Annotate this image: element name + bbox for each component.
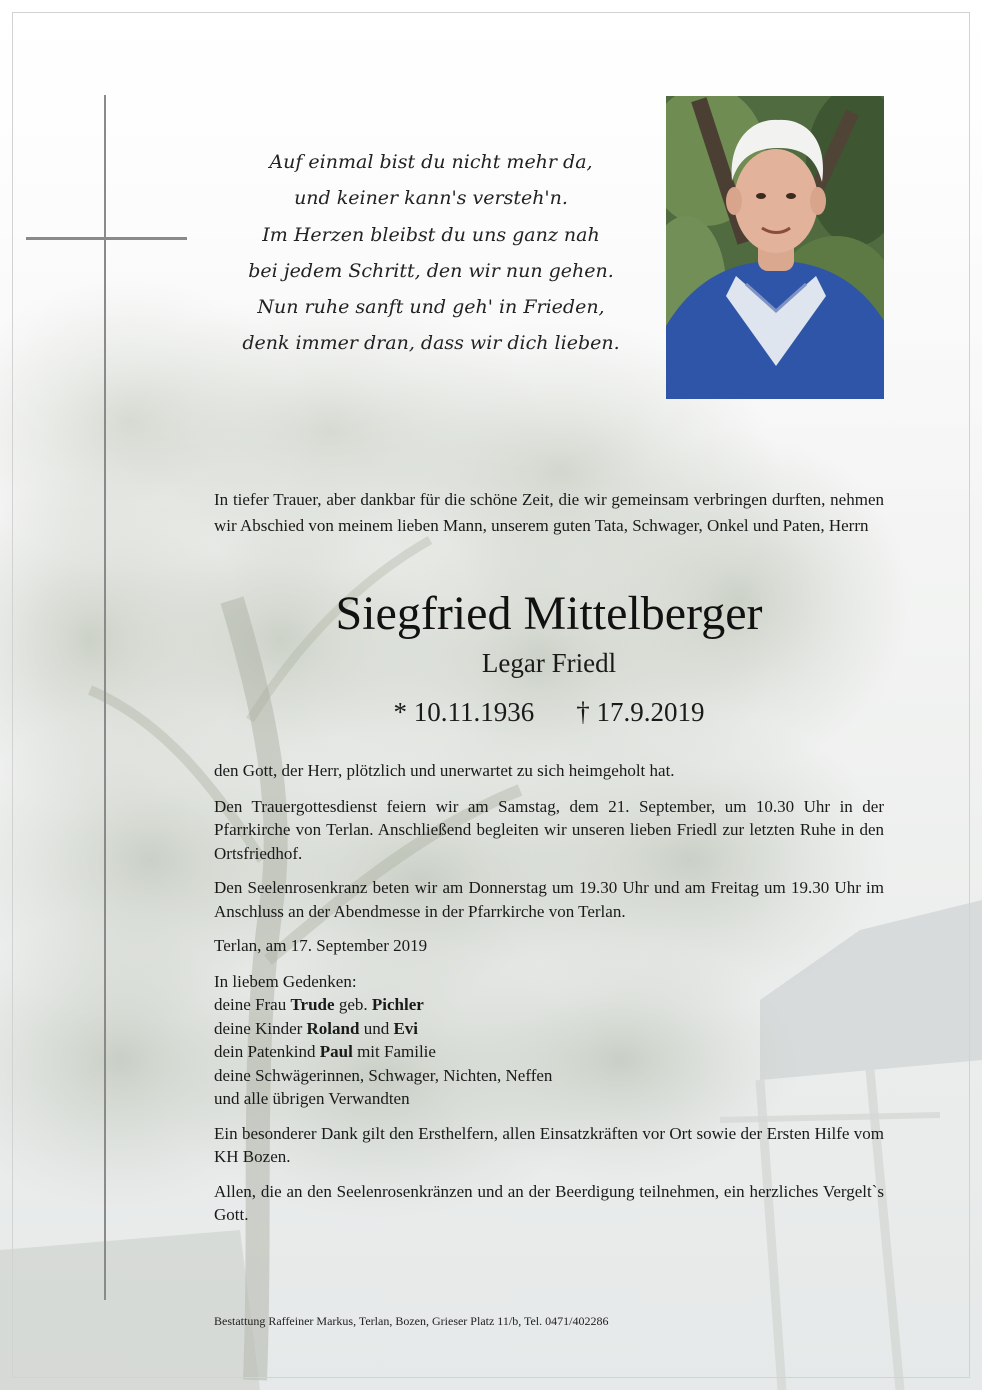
life-dates — [214, 694, 884, 730]
mourner-godchild: dein Patenkind Paul mit Familie — [214, 1042, 436, 1061]
intro-text: In tiefer Trauer, aber dankbar für die schöne Zeit, die wir gemeinsam verbringen durften, nehmen wir Abschied von meinem lieben Mann, unserem guten Tata, Schwager, Onkel und Paten, Herrn — [214, 490, 884, 535]
poem-line: Im Herzen bleibst du uns ganz nah — [262, 223, 600, 246]
poem-line: Nun ruhe sanft und geh' in Frieden, — [257, 296, 605, 319]
called-home-text: den Gott, der Herr, plötzlich und unerwartet zu sich heimgeholt hat. — [214, 761, 675, 780]
thanks-text: Ein besonderer Dank gilt den Ersthelfern, allen Einsatzkräften vor Ort sowie der Ersten Hilfe vom KH Bozen. — [214, 1123, 884, 1166]
birth-date: * 10.11.1936 — [393, 697, 535, 727]
funeral-service-text: Den Trauergottesdienst feiern wir am Samstag, dem 21. September, um 10.30 Uhr in der Pfarrkirche von Terlan. Anschließend begleiten wir unseren lieben Friedl zur letzten Ruhe in den Ortsfriedhof. — [214, 796, 884, 863]
poem-line: bei jedem Schritt, den wir nun gehen. — [248, 259, 614, 282]
poem-line: denk immer dran, dass wir dich lieben. — [242, 332, 620, 355]
deceased-name: Siegfried Mittelberger — [335, 587, 763, 640]
mourner-wife: deine Frau Trude geb. Pichler — [214, 995, 424, 1014]
mourner-children: deine Kinder Roland und Evi — [214, 1018, 419, 1038]
mourner-relatives: und alle übrigen Verwandten — [214, 1089, 410, 1108]
cross-horizontal-beam — [26, 237, 187, 240]
place-date: Terlan, am 17. September 2019 — [214, 936, 428, 955]
mourners-list — [214, 970, 884, 1111]
mourner-inlaws: deine Schwägerinnen, Schwager, Nichten, Neffen — [214, 1065, 553, 1085]
death-date: † 17.9.2019 — [576, 697, 705, 727]
announcement-body — [214, 759, 884, 1238]
memorial-poem — [216, 144, 646, 362]
poem-line: Auf einmal bist du nicht mehr da, — [269, 151, 593, 173]
portrait-photo — [666, 96, 884, 399]
deceased-nickname: Legar Friedl — [481, 648, 617, 678]
portrait-illustration — [666, 96, 884, 399]
closing-text: Allen, die an den Seelenrosenkränzen und an der Beerdigung teilnehmen, ein herzliches Vergelt`s Gott. — [214, 1181, 884, 1224]
cross-vertical-beam — [104, 95, 106, 1300]
rosary-text: Den Seelenrosenkranz beten wir am Donnerstag um 19.30 Uhr und am Freitag um 19.30 Uhr im Anschluss an der Abendmesse in der Pfarrkirche von Terlan. — [214, 878, 884, 921]
funeral-home-footer: Bestattung Raffeiner Markus, Terlan, Bozen, Grieser Platz 11/b, Tel. 0471/402286 — [214, 1314, 609, 1328]
mourners-heading: In liebem Gedenken: — [214, 971, 357, 991]
poem-line: und keiner kann's versteh'n. — [294, 187, 568, 210]
